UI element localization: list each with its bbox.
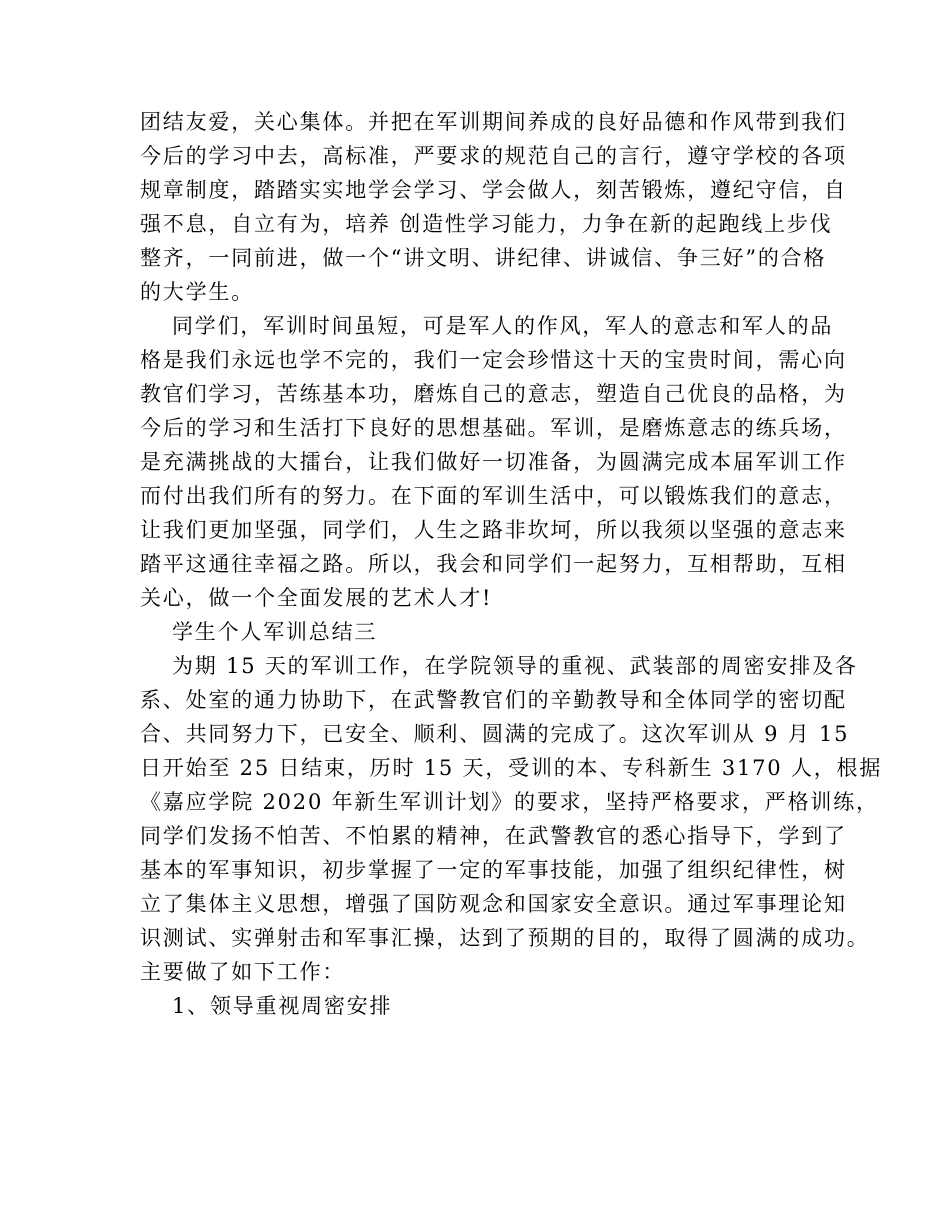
text-line: 基本的军事知识，初步掌握了一定的军事技能，加强了组织纪律性，树 — [140, 858, 847, 882]
text-line: 格是我们永远也学不完的，我们一定会珍惜这十天的宝贵时间，需心向 — [140, 348, 847, 372]
text-line: 日开始至 25 日结束，历时 15 天，受训的本、专科新生 3170 人，根据 — [140, 756, 883, 780]
text-line: 关心，做一个全面发展的艺术人才! — [140, 586, 493, 610]
text-line: 团结友爱，关心集体。并把在军训期间养成的良好品德和作风带到我们 — [140, 110, 847, 134]
text-line: 强不息，自立有为，培养 创造性学习能力，力争在新的起跑线上步伐 — [140, 212, 833, 236]
text-line: 立了集体主义思想，增强了国防观念和国家安全意识。通过军事理论知 — [140, 892, 847, 916]
text-line: 同学们发扬不怕苦、不怕累的精神，在武警教官的悉心指导下，学到了 — [140, 824, 847, 848]
text-line: 同学们，军训时间虽短，可是军人的作风，军人的意志和军人的品 — [172, 314, 834, 338]
text-line: 学生个人军训总结三 — [172, 620, 378, 644]
text-line: 《嘉应学院 2020 年新生军训计划》的要求，坚持严格要求，严格训练， — [140, 790, 879, 814]
text-line: 为期 15 天的军训工作，在学院领导的重视、武装部的周密安排及各 — [172, 654, 858, 678]
text-line: 识测试、实弹射击和军事汇操，达到了预期的目的，取得了圆满的成功。 — [140, 926, 870, 950]
paragraph — [140, 309, 847, 615]
text-line: 合、共同努力下，已安全、顺利、圆满的完成了。这次军训从 9 月 15 — [140, 722, 850, 746]
text-line: 1、领导重视周密安排 — [172, 994, 393, 1018]
text-line: 主要做了如下工作： — [140, 960, 346, 984]
paragraph — [140, 649, 883, 989]
text-line: 而付出我们所有的努力。在下面的军训生活中，可以锻炼我们的意志， — [140, 484, 847, 508]
text-line: 今后的学习和生活打下良好的思想基础。军训，是磨炼意志的练兵场， — [140, 416, 847, 440]
paragraph — [140, 615, 820, 649]
text-line: 踏平这通往幸福之路。所以，我会和同学们一起努力，互相帮助，互相 — [140, 552, 847, 576]
text-line: 系、处室的通力协助下，在武警教官们的辛勤教导和全体同学的密切配 — [140, 688, 847, 712]
text-line: 教官们学习，苦练基本功，磨炼自己的意志，塑造自己优良的品格，为 — [140, 382, 847, 406]
document-body — [140, 105, 883, 1023]
text-line: 让我们更加坚强，同学们，人生之路非坎坷，所以我须以坚强的意志来 — [140, 518, 847, 542]
text-line: 是充满挑战的大擂台，让我们做好一切准备，为圆满完成本届军训工作 — [140, 450, 847, 474]
text-line: 的大学生。 — [140, 280, 254, 304]
text-line: 整齐，一同前进，做一个“讲文明、讲纪律、讲诚信、争三好”的合格 — [140, 246, 827, 270]
text-line: 规章制度，踏踏实实地学会学习、学会做人，刻苦锻炼，遵纪守信，自 — [140, 178, 847, 202]
paragraph — [140, 989, 820, 1023]
paragraph — [140, 105, 847, 309]
text-line: 今后的学习中去，高标准，严要求的规范自己的言行，遵守学校的各项 — [140, 144, 847, 168]
